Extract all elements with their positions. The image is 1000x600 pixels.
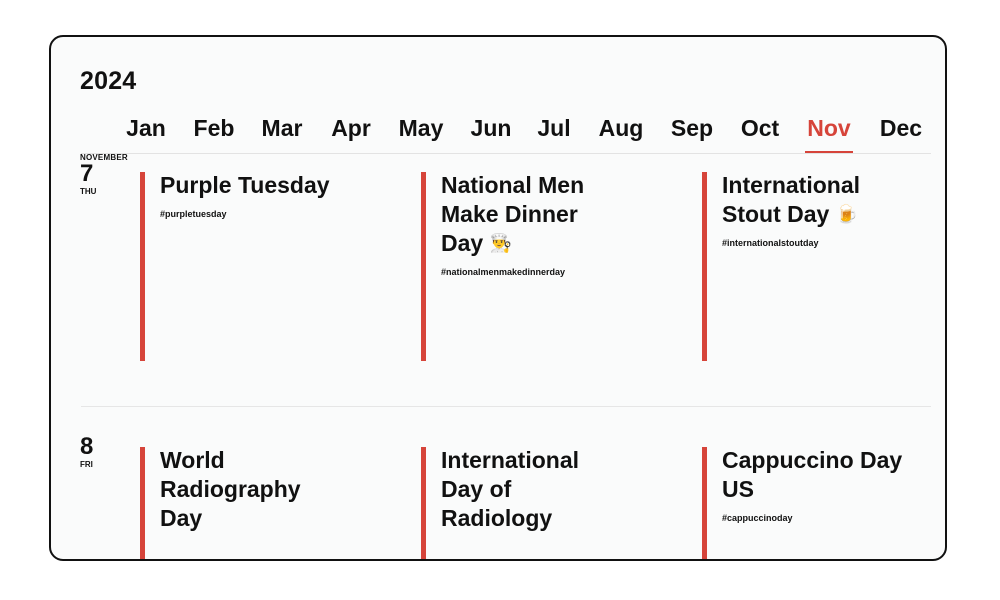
month-tab-oct[interactable]: Oct bbox=[740, 115, 780, 141]
month-tab-aug[interactable]: Aug bbox=[598, 115, 644, 141]
event-card[interactable] bbox=[702, 447, 917, 561]
day-month-label: NOVEMBER bbox=[80, 153, 128, 162]
event-card[interactable] bbox=[140, 172, 370, 361]
event-hashtag: #cappuccinoday bbox=[722, 513, 793, 523]
day-weekday: FRI bbox=[80, 460, 93, 469]
day-number: 8 bbox=[80, 433, 94, 460]
month-tab-apr[interactable]: Apr bbox=[331, 115, 371, 141]
event-title: World Radiography Day bbox=[160, 447, 301, 531]
month-tab-nov[interactable]: Nov bbox=[807, 115, 851, 141]
day-weekday: THU bbox=[80, 187, 97, 196]
event-title: International Stout Day 🍺 bbox=[722, 172, 861, 227]
month-tab-sep[interactable]: Sep bbox=[670, 115, 714, 141]
month-tab-jul[interactable]: Jul bbox=[537, 115, 571, 141]
event-card[interactable] bbox=[421, 447, 611, 561]
month-tab-may[interactable]: May bbox=[398, 115, 444, 141]
day-label-8 bbox=[80, 435, 93, 469]
day-row-divider bbox=[81, 406, 931, 407]
month-tab-mar[interactable]: Mar bbox=[261, 115, 303, 141]
event-card[interactable] bbox=[421, 172, 621, 361]
month-tab-feb[interactable]: Feb bbox=[193, 115, 235, 141]
day-label-7 bbox=[80, 153, 128, 196]
event-title: Purple Tuesday bbox=[160, 172, 330, 198]
event-card[interactable] bbox=[140, 447, 330, 561]
month-tab-dec[interactable]: Dec bbox=[879, 115, 923, 141]
chef-emoji: 👨‍🍳 bbox=[489, 233, 513, 253]
month-tabs-divider bbox=[81, 153, 931, 154]
day-number: 7 bbox=[80, 160, 94, 187]
year-heading: 2024 bbox=[80, 67, 137, 95]
month-tab-jan[interactable]: Jan bbox=[126, 115, 166, 141]
event-title: Cappuccino Day US bbox=[722, 447, 903, 502]
month-tab-jun[interactable]: Jun bbox=[470, 115, 512, 141]
event-hashtag: #purpletuesday bbox=[160, 209, 227, 219]
event-title: International Day of Radiology bbox=[441, 447, 580, 531]
event-hashtag: #nationalmenmakedinnerday bbox=[441, 267, 566, 277]
calendar-window bbox=[49, 35, 947, 561]
month-tabs bbox=[51, 115, 947, 151]
event-hashtag: #internationalstoutday bbox=[722, 238, 819, 248]
event-card[interactable] bbox=[702, 172, 902, 361]
beer-mug-emoji: 🍺 bbox=[835, 204, 859, 224]
event-title: National Men Make Dinner Day 👨‍🍳 bbox=[441, 172, 585, 256]
